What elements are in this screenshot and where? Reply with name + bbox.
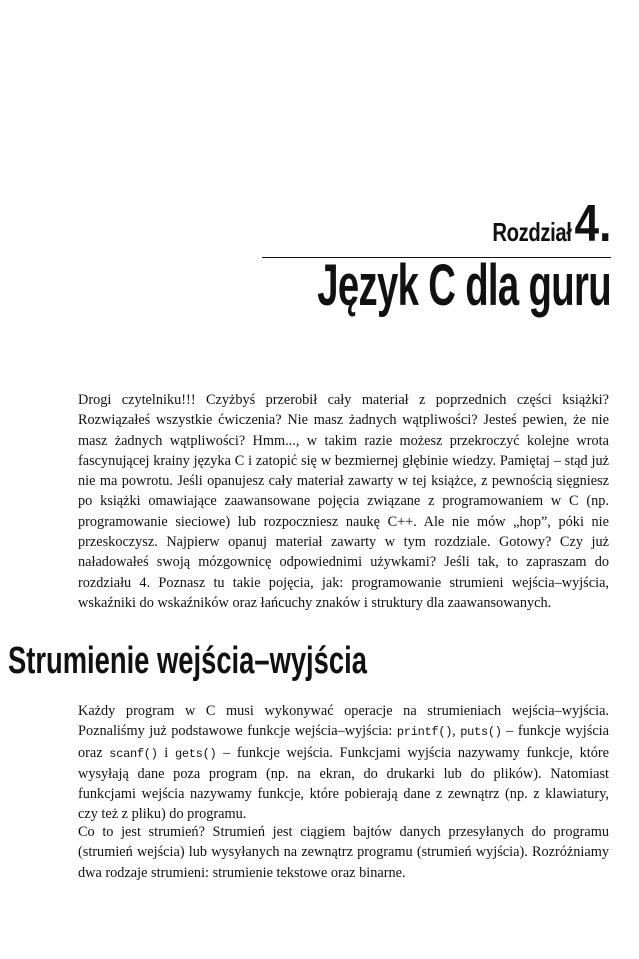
section-heading: Strumienie wejścia–wyjścia <box>8 640 367 682</box>
code-gets: gets() <box>174 746 217 761</box>
paragraph-text: i <box>157 744 175 761</box>
code-printf: printf() <box>396 725 453 740</box>
chapter-number: 4. <box>574 195 611 253</box>
paragraph-text: Każdy program w C musi wykonywać operacje na strumieniach wejścia–wyjścia. Poznaliśmy już podstawowe funkcje wejścia–wyjścia: <box>78 703 609 740</box>
code-scanf: scanf() <box>109 746 158 761</box>
intro-paragraph: Drogi czytelniku!!! Czyżbyś przerobił cały materiał z poprzednich części książki? Rozwiązałeś wszystkie ćwiczenia? Nie masz żadnych wątpliwości? Jesteś pewien, że nie masz żadnych wątpliwości? Hmm..., w takim razie możesz przekroczyć kolejne wrota fascynującej krainy języka C i zatopić się w bezmiernej głębinie wiedzy. Pamiętaj – stąd już nie ma powrotu. Jeśli opanujesz cały materiał zawarty w tej książce, z pewnością sięgniesz po książki omawiające zaawansowane pojęcia związane z programowaniem w C (np. programowanie sieciowe) lub rozpoczniesz naukę C++. Ale nie mów „hop”, póki nie przeskoczysz. Najpierw opanuj materiał zawarty w tym rozdziale. Gotowy? Czy już naładowałeś swoją mózgownicę odpowiednimi używkami? Jeśli tak, to zapraszam do rozdziału 4. Poznasz tu takie pojęcia, jak: programowanie strumieni wejścia–wyjścia, wskaźniki do wskaźników oraz łańcuchy znaków i struktury dla zaawansowanych. <box>78 392 609 611</box>
paragraph-text: – funkcje wejścia. Funkcjami wyjścia nazywamy funkcje, które wysyłają dane poza program (np. na ekran, do drukarki lub do plików). Natomiast funkcjami wejścia nazywamy funkcje, które pobierają dane z zewnątrz (np. z klawiatury, czy też z pliku) do programu. <box>78 744 609 823</box>
paragraph-text: – funkcje wyjścia oraz <box>78 723 609 761</box>
chapter-title: Język C dla guru <box>317 253 611 318</box>
code-puts: puts() <box>460 725 502 740</box>
chapter-label-word: Rozdział <box>492 217 572 247</box>
section-paragraph-1 <box>78 701 609 825</box>
section-paragraph-2: Co to jest strumień? Strumień jest ciągiem bajtów danych przesyłanych do programu (strumień wejścia) lub wysyłanych na zewnątrz programu (strumień wyjścia). Rozróżniamy dwa rodzaje strumieni: strumienie tekstowe oraz binarne. <box>78 824 609 881</box>
paragraph-text: , <box>452 723 461 740</box>
chapter-label <box>470 195 611 253</box>
